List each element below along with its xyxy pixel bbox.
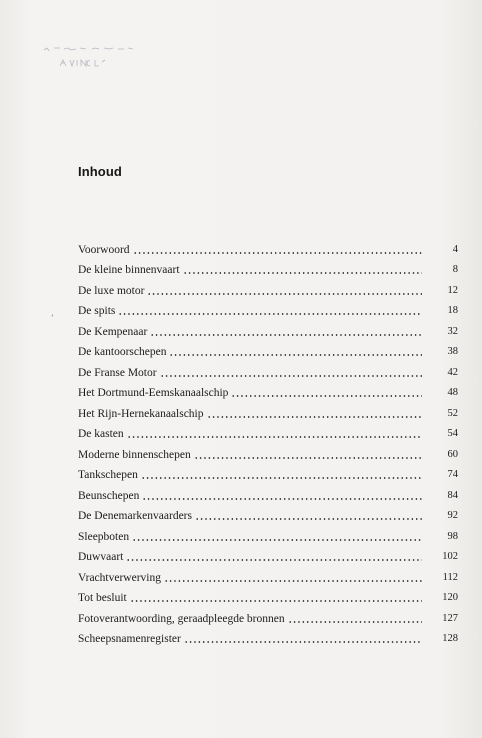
toc-entry-title: Scheepsnamenregister — [78, 633, 181, 645]
toc-entry — [78, 400, 458, 421]
toc-entry — [78, 626, 458, 647]
toc-entry-title: Beunschepen — [78, 489, 140, 502]
toc-entry-title: Het Dortmund-Eemskanaalschip — [78, 387, 229, 399]
toc-entry — [78, 421, 458, 442]
faded-stamp — [40, 40, 140, 84]
toc-entry-page: 32 — [447, 325, 458, 337]
toc-entry — [78, 277, 458, 298]
toc-entry-title: Moderne binnenschepen — [78, 448, 191, 461]
toc-entry — [78, 257, 458, 278]
toc-entry-page: 42 — [447, 366, 458, 378]
toc-entry — [78, 339, 458, 360]
dot-leader — [133, 252, 422, 254]
toc-entry-page: 127 — [442, 612, 458, 624]
toc-entry — [78, 236, 458, 257]
table-of-contents — [78, 236, 458, 646]
toc-entry-page: 102 — [442, 551, 458, 562]
toc-entry — [78, 318, 458, 339]
toc-entry — [78, 605, 458, 626]
toc-entry-page: 120 — [442, 592, 458, 603]
toc-entry — [78, 585, 458, 606]
dot-leader — [288, 621, 422, 623]
toc-entry-title: Het Rijn-Hernekanaalschip — [78, 407, 204, 420]
dot-leader — [141, 477, 422, 479]
dot-leader — [150, 334, 422, 336]
dot-leader — [132, 539, 422, 541]
toc-entry-title: Tankschepen — [78, 469, 138, 481]
toc-entry-title: De kleine binnenvaart — [78, 264, 180, 276]
toc-entry — [78, 564, 458, 585]
toc-entry — [78, 359, 458, 380]
dot-leader — [126, 559, 422, 561]
dot-leader — [194, 457, 422, 459]
toc-entry — [78, 482, 458, 503]
toc-entry-title: Fotoverantwoording, geraadpleegde bronnen — [78, 612, 285, 625]
toc-entry-title: De spits — [78, 305, 116, 317]
toc-entry-title: De Franse Motor — [78, 366, 157, 379]
toc-entry-page: 4 — [452, 243, 458, 255]
dot-leader — [183, 272, 422, 274]
toc-entry-title: Duwvaart — [78, 551, 124, 563]
toc-entry-title: Sleepboten — [78, 530, 130, 543]
toc-entry-page: 92 — [447, 510, 458, 521]
toc-entry-title: Voorwoord — [78, 243, 130, 256]
toc-entry-title: Vrachtverwerving — [78, 571, 161, 584]
toc-entry — [78, 441, 458, 462]
toc-entry-title: De kantoorschepen — [78, 346, 167, 358]
dot-leader — [130, 600, 422, 602]
toc-entry-page: 60 — [447, 448, 458, 460]
toc-entry-title: Tot besluit — [78, 592, 127, 604]
toc-entry-page: 128 — [442, 633, 458, 644]
contents-heading: Inhoud — [78, 164, 122, 179]
toc-entry-page: 18 — [447, 305, 458, 316]
toc-entry-page: 112 — [442, 571, 458, 583]
dot-leader — [195, 518, 422, 520]
dot-leader — [118, 313, 422, 315]
toc-entry-page: 74 — [447, 469, 458, 480]
toc-entry-page: 8 — [452, 264, 458, 275]
toc-entry — [78, 523, 458, 544]
toc-entry-page: 84 — [447, 489, 458, 501]
dot-leader — [160, 375, 422, 377]
toc-entry-page: 54 — [447, 428, 458, 439]
toc-entry-page: 52 — [447, 407, 458, 419]
toc-entry-title: De kasten — [78, 428, 124, 440]
dot-leader — [142, 498, 422, 500]
toc-entry-title: De Kempenaar — [78, 325, 148, 338]
toc-entry-page: 48 — [447, 387, 458, 398]
margin-mark: ʻ — [51, 314, 54, 324]
toc-entry-page: 38 — [447, 346, 458, 357]
toc-entry-title: De Denemarkenvaarders — [78, 510, 192, 522]
toc-entry — [78, 380, 458, 401]
toc-entry — [78, 298, 458, 319]
toc-entry — [78, 462, 458, 483]
dot-leader — [147, 293, 422, 295]
toc-entry-page: 98 — [447, 530, 458, 542]
dot-leader — [231, 395, 422, 397]
toc-entry-page: 12 — [447, 284, 458, 296]
dot-leader — [207, 416, 423, 418]
dot-leader — [169, 354, 422, 356]
dot-leader — [184, 641, 422, 643]
toc-entry-title: De luxe motor — [78, 284, 145, 297]
dot-leader — [127, 436, 422, 438]
dot-leader — [164, 580, 422, 582]
toc-entry — [78, 544, 458, 565]
toc-entry — [78, 503, 458, 524]
